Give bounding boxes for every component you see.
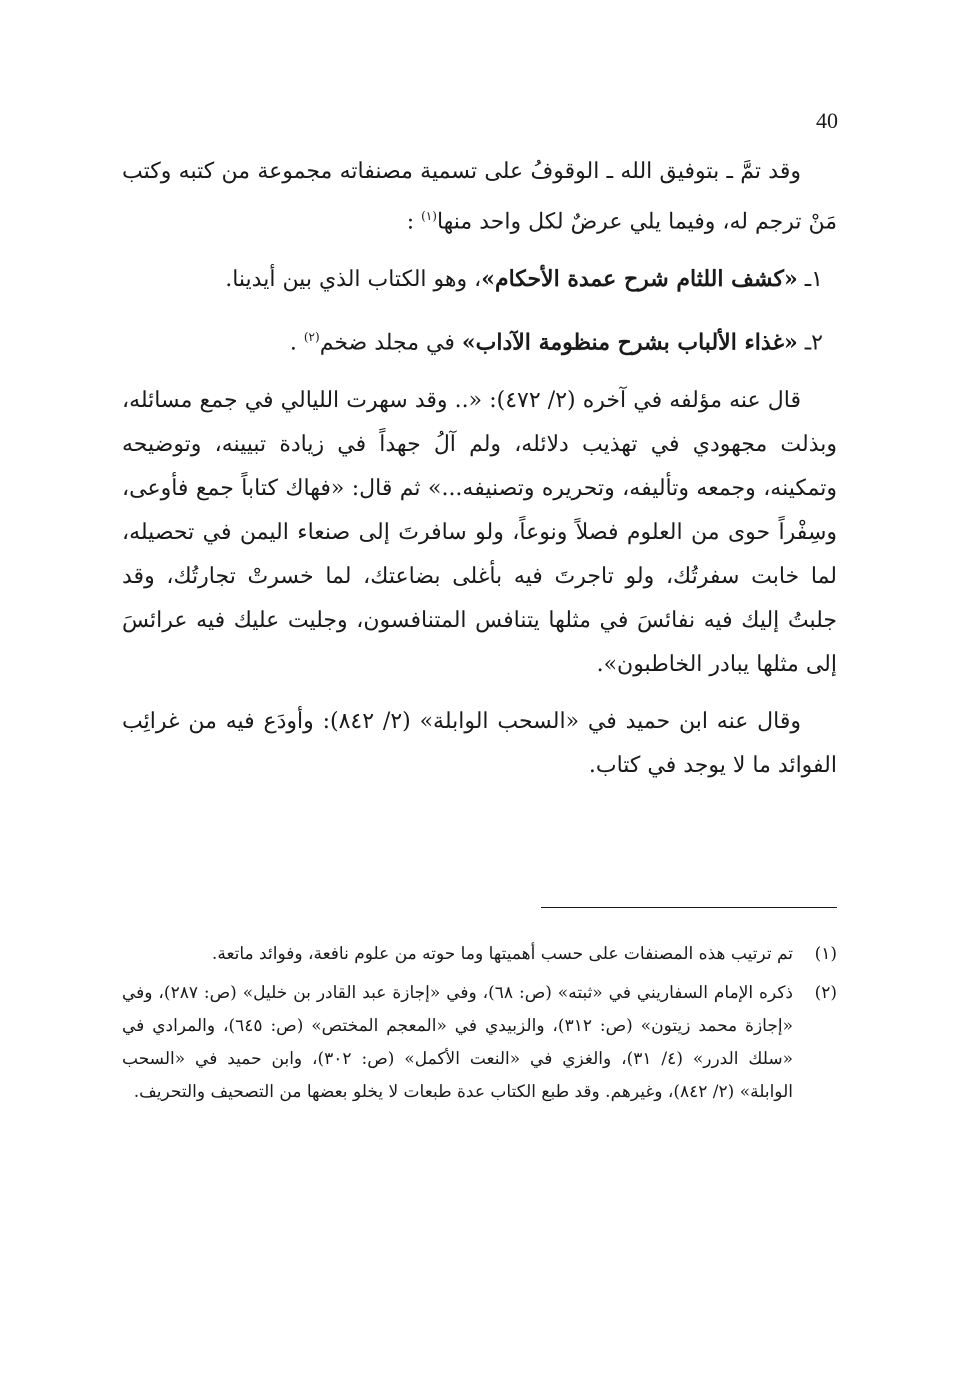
quote-paragraph: قال عنه مؤلفه في آخره (٢/ ٤٧٢): «.. وقد سهرت الليالي في جمع مسائله، وبذلت مجهودي في تهذيب دلائله، ولم آلُ جهداً في زيادة تبيينه، وتوضيحه وتمكينه، وجمعه وتأليفه، وتحريره وتصنيفه...» ثم قال: «فهاك كتاباً جمع فأوعى، وسِفْراً حوى من العلوم فصلاً ونوعاً، ولو سافرتَ إلى صنعاء اليمن في تحصيله، لما خابت سفرتُك، ولو تاجرتَ فيه بأغلى بضاعتك، لما خسرتْ تجارتُك، وقد جلبتُ إليك فيه نفائسَ في مثلها يتنافس المتنافسون، وجليت عليك فيه عرائسَ إلى مثلها يبادر الخاطبون». — [122, 387, 837, 677]
book-title: «كشف اللثام شرح عمدة الأحكام» — [481, 266, 798, 293]
footnote — [122, 977, 837, 1109]
intro-paragraph: وقد تمَّ ـ بتوفيق الله ـ الوقوفُ على تسمية مصنفاته مجموعة من كتبه وكتب مَنْ ترجم له، وفيما يلي عرضٌ لكل واحد منها$^{(١)}$ : — [122, 159, 837, 235]
footnote-text: تم ترتيب هذه المصنفات على حسب أهميتها وما حوته من علوم نافعة، وفوائد ماتعة. — [211, 944, 793, 964]
footnote-ref: (٢) — [303, 330, 320, 345]
main-text — [122, 150, 837, 801]
footnote-text: ذكره الإمام السفاريني في «ثبته» (ص: ٦٨)، وفي «إجازة عبد القادر بن خليل» (ص: ٢٨٧)، وفي «إجازة محمد زيتون» (ص: ٣١٢)، والزبيدي في «المعجم المختص» (ص: ٦٤٥)، والمرادي في «سلك الدرر» (٤/ ٣١)، والغزي في «النعت الأكمل» (ص: ٣٠٢)، وابن حميد في «السحب الوابلة» (٢/ ٨٤٢)، وغيرهم. وقد طبع الكتاب عدة طبعات لا يخلو بعضها من التصحيف والتحريف. — [122, 983, 793, 1102]
list-item: ٢ـ «غذاء الألباب بشرح منظومة الآداب» في مجلد ضخم$^{(٢)}$ . — [289, 329, 823, 356]
closing-paragraph: وقال عنه ابن حميد في «السحب الوابلة» (٢/ ٨٤٢): وأودَع فيه من غرائِب الفوائد ما لا يوجد في كتاب. — [122, 708, 837, 778]
footnote-ref: (١) — [421, 209, 437, 223]
item-number: ٢ـ — [804, 330, 823, 356]
footnotes — [122, 938, 837, 1115]
list-item: ١ـ «كشف اللثام شرح عمدة الأحكام»، وهو الكتاب الذي بين أيدينا. — [225, 266, 823, 293]
footnote-separator — [541, 907, 837, 908]
footnote-marker: (٢) — [814, 983, 837, 1003]
book-title: «غذاء الألباب بشرح منظومة الآداب» — [461, 329, 798, 356]
footnote — [122, 938, 837, 971]
page-number: 40 — [816, 108, 838, 133]
item-number: ١ـ — [804, 267, 823, 293]
footnote-marker: (١) — [814, 944, 837, 964]
